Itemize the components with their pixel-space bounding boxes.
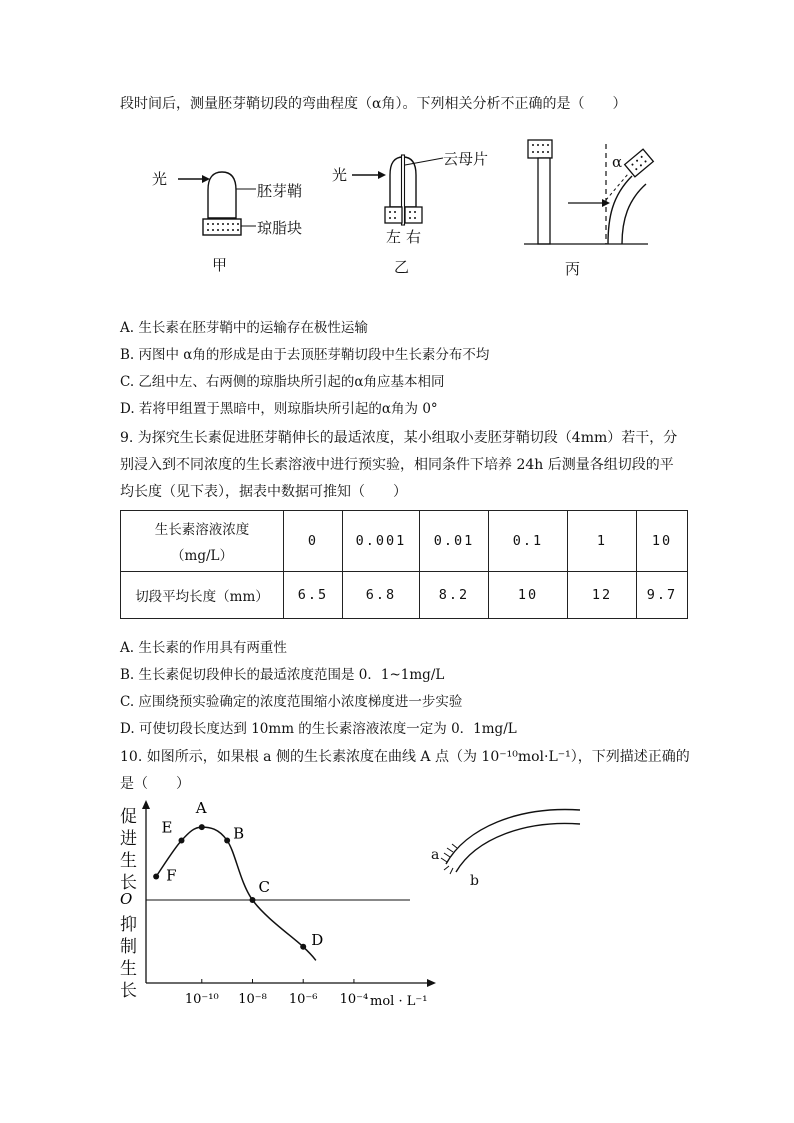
table-cell: 10 [489, 572, 568, 619]
q9-stem-line3: 均长度（见下表），据表中数据可推知（ ） [120, 484, 407, 500]
x-axis-label: mol · L⁻¹ [370, 994, 428, 1009]
q9-stem-line2: 别浸入到不同浓度的生长素溶液中进行预实验，相同条件下培养 24h 后测量各组切段的平 [120, 457, 674, 473]
q10-stem-line1: 10. 如图所示，如果根 a 侧的生长素浓度在曲线 A 点（为 10⁻¹⁰mol·L⁻¹），下列描述正确的 [120, 749, 690, 765]
chart-point-label: B [233, 824, 245, 843]
q8-option-d: D. 若将甲组置于黑暗中，则琼脂块所引起的α角为 0° [120, 401, 438, 417]
root-diagram [428, 800, 598, 895]
x-tick-label: 10⁻¹⁰ [184, 992, 219, 1007]
q9-option-c: C. 应围绕预实验确定的浓度范围缩小浓度梯度进一步实验 [120, 694, 463, 710]
x-tick-label: 10⁻⁴ [339, 992, 369, 1007]
chart-point-label: C [258, 878, 270, 896]
bing-alpha-label: α [612, 153, 623, 171]
origin-label: O [120, 890, 133, 908]
yi-mica-label: 云母片 [443, 150, 489, 168]
table-cell: 1 [568, 511, 637, 572]
chart-point-c [250, 897, 256, 903]
yi-caption: 乙 [394, 258, 410, 276]
q8-option-c: C. 乙组中左、右两侧的琼脂块所引起的α角应基本相同 [120, 374, 445, 390]
jia-agar-label: 琼脂块 [257, 219, 303, 237]
table-cell: 10 [637, 511, 688, 572]
table-row [121, 572, 688, 619]
q8-option-a: A. 生长素在胚芽鞘中的运输存在极性运输 [120, 320, 368, 336]
agar-block-shape [203, 219, 241, 235]
q9-stem-line1: 9. 为探究生长素促进胚芽鞘伸长的最适浓度，某小组取小麦胚芽鞘切段（4mm）若干，分 [120, 430, 678, 446]
chart-point-a [199, 824, 205, 830]
y-axis-arrow-icon [142, 800, 150, 809]
chart-point-b [224, 837, 230, 843]
x-axis-arrow-icon [427, 979, 436, 987]
table-header-cell: 切段平均长度（mm） [121, 572, 284, 619]
coleoptile-shape [208, 172, 236, 218]
bing-diagram [520, 136, 670, 251]
q9-option-a: A. 生长素的作用具有两重性 [120, 640, 287, 656]
concentration-unit: （mg/L） [171, 548, 233, 564]
jia-coleoptile-label: 胚芽鞘 [257, 182, 303, 200]
q9-option-d: D. 可使切段长度达到 10mm 的生长素溶液浓度一定为 0．1mg/L [120, 721, 517, 737]
table-row [121, 511, 688, 572]
concentration-header: 生长素溶液浓度 [154, 522, 250, 538]
x-tick-label: 10⁻⁶ [288, 992, 318, 1007]
chart-point-label: F [166, 866, 177, 885]
yi-left-label: 左 [386, 228, 402, 246]
chart-point-e [179, 837, 185, 843]
table-cell: 0.01 [420, 511, 489, 572]
table-cell: 0 [284, 511, 343, 572]
chart-point-d [300, 944, 306, 950]
table-cell: 6.8 [343, 572, 420, 619]
table-cell: 12 [568, 572, 637, 619]
yi-right-label: 右 [406, 228, 422, 246]
table-cell: 8.2 [420, 572, 489, 619]
arrow-right-icon [378, 171, 386, 179]
chart-point-f [153, 874, 159, 880]
q9-data-table [120, 510, 688, 619]
q9-option-b: B. 生长素促切段伸长的最适浓度范围是 0．1~1mg/L [120, 667, 445, 683]
yi-light-label: 光 [332, 166, 348, 184]
table-cell: 9.7 [637, 572, 688, 619]
q8-stem-tail: 段时间后，测量胚芽鞘切段的弯曲程度（α角）。下列相关分析不正确的是（ ） [120, 96, 627, 112]
table-cell: 6.5 [284, 572, 343, 619]
jia-caption: 甲 [212, 256, 228, 274]
table-cell: 0.001 [343, 511, 420, 572]
table-cell: 0.1 [489, 511, 568, 572]
table-header-cell [121, 511, 284, 572]
chart-point-label: A [195, 800, 207, 818]
x-tick-label: 10⁻⁸ [238, 992, 267, 1007]
chart-point-label: D [311, 930, 324, 949]
root-label-b: b [470, 873, 479, 889]
q10-stem-line2: 是（ ） [120, 776, 190, 792]
response-curve [156, 827, 316, 960]
root-label-a: a [431, 847, 440, 863]
jia-light-label: 光 [152, 170, 168, 188]
y-label-promote: 促进生长 [120, 807, 137, 893]
y-label-inhibit: 抑制生长 [120, 915, 137, 1001]
auxin-response-chart [112, 800, 442, 1015]
q8-option-b: B. 丙图中 α角的形成是由于去顶胚芽鞘切段中生长素分布不均 [120, 347, 490, 363]
chart-point-label: E [161, 818, 173, 837]
bing-caption: 丙 [565, 260, 581, 278]
